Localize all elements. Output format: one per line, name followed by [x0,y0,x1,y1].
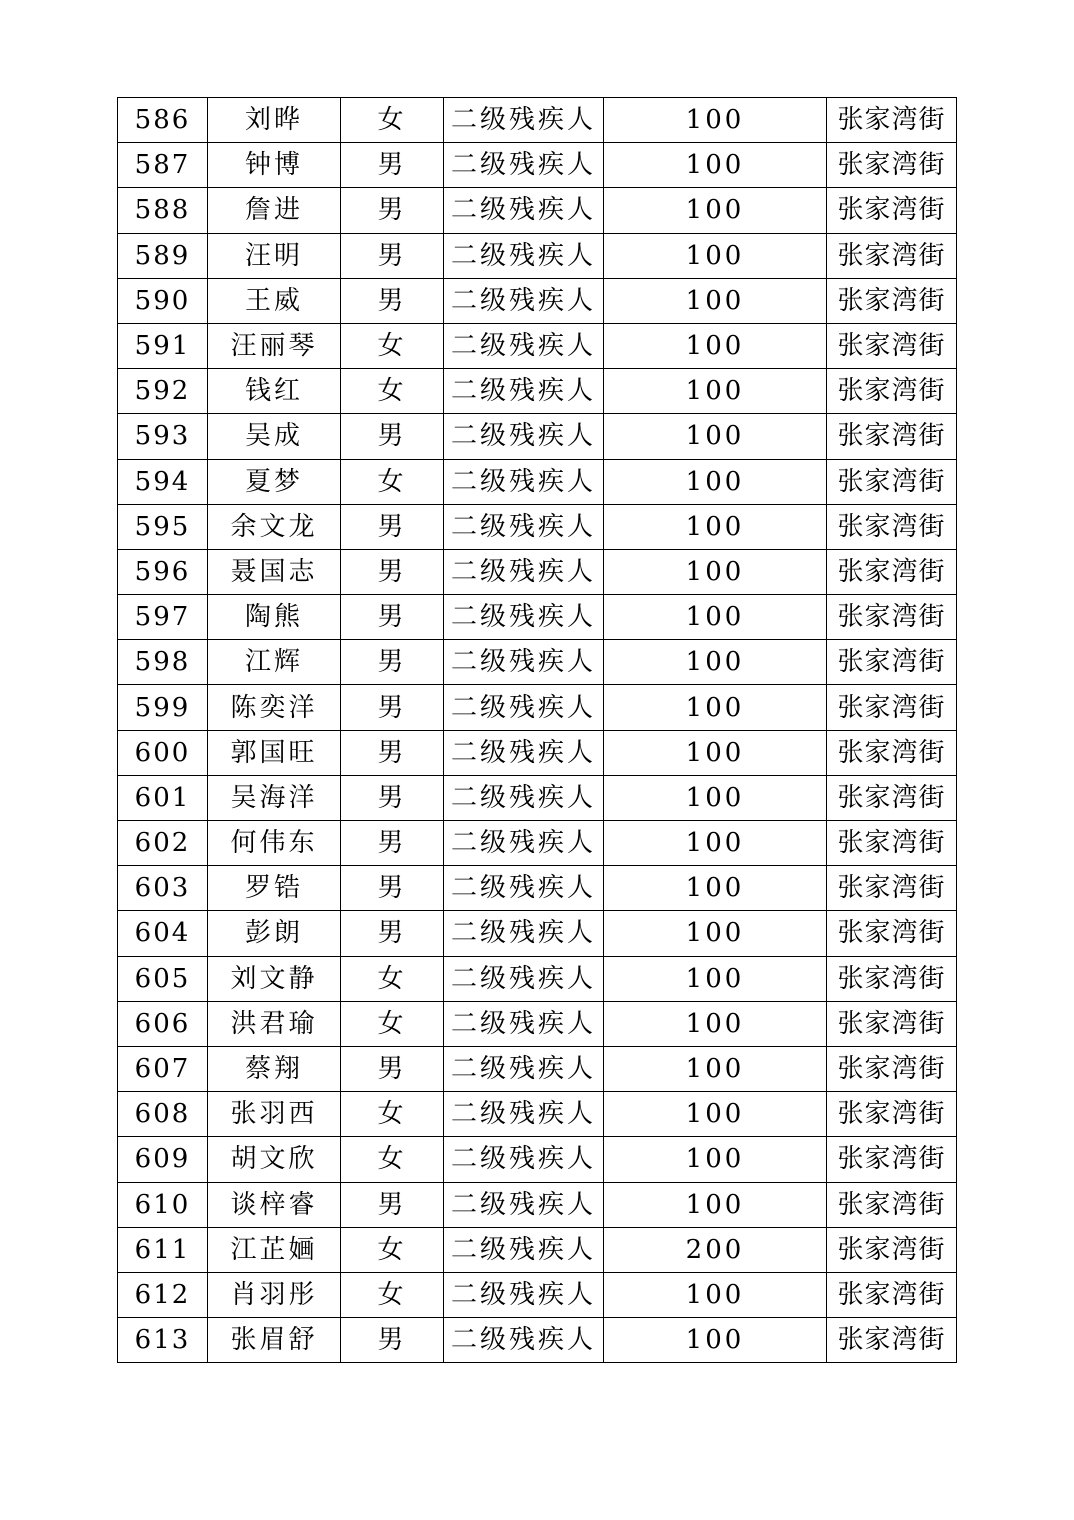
serial-number-cell: 613 [118,1318,208,1363]
disability-level-cell: 二级残疾人 [444,1092,604,1137]
disability-level-cell: 二级残疾人 [444,866,604,911]
amount-cell: 100 [604,1272,827,1317]
table-row [118,504,957,549]
name-cell: 张眉舒 [208,1318,341,1363]
street-cell: 张家湾街 [827,143,957,188]
street-cell: 张家湾街 [827,775,957,820]
street-cell: 张家湾街 [827,98,957,143]
disability-level-cell: 二级残疾人 [444,369,604,414]
name-cell: 蔡翔 [208,1046,341,1091]
serial-number-cell: 589 [118,233,208,278]
serial-number-cell: 611 [118,1227,208,1272]
table-row [118,1137,957,1182]
name-cell: 余文龙 [208,504,341,549]
name-cell: 陈奕洋 [208,685,341,730]
serial-number-cell: 594 [118,459,208,504]
disability-level-cell: 二级残疾人 [444,911,604,956]
gender-cell: 女 [341,956,444,1001]
table-row [118,640,957,685]
street-cell: 张家湾街 [827,640,957,685]
street-cell: 张家湾街 [827,866,957,911]
amount-cell: 100 [604,143,827,188]
street-cell: 张家湾街 [827,459,957,504]
street-cell: 张家湾街 [827,1046,957,1091]
amount-cell: 200 [604,1227,827,1272]
serial-number-cell: 597 [118,595,208,640]
serial-number-cell: 612 [118,1272,208,1317]
table-row [118,956,957,1001]
amount-cell: 100 [604,188,827,233]
name-cell: 刘文静 [208,956,341,1001]
street-cell: 张家湾街 [827,956,957,1001]
table-row [118,866,957,911]
name-cell: 钟博 [208,143,341,188]
street-cell: 张家湾街 [827,188,957,233]
disability-level-cell: 二级残疾人 [444,821,604,866]
table-row [118,549,957,594]
amount-cell: 100 [604,685,827,730]
street-cell: 张家湾街 [827,730,957,775]
disability-level-cell: 二级残疾人 [444,956,604,1001]
street-cell: 张家湾街 [827,1092,957,1137]
serial-number-cell: 592 [118,369,208,414]
table-row [118,911,957,956]
gender-cell: 男 [341,1046,444,1091]
disability-level-cell: 二级残疾人 [444,1001,604,1046]
gender-cell: 男 [341,233,444,278]
name-cell: 聂国志 [208,549,341,594]
amount-cell: 100 [604,1318,827,1363]
amount-cell: 100 [604,549,827,594]
gender-cell: 男 [341,188,444,233]
street-cell: 张家湾街 [827,1182,957,1227]
serial-number-cell: 609 [118,1137,208,1182]
gender-cell: 男 [341,595,444,640]
table-row [118,278,957,323]
gender-cell: 男 [341,866,444,911]
street-cell: 张家湾街 [827,911,957,956]
serial-number-cell: 588 [118,188,208,233]
amount-cell: 100 [604,640,827,685]
gender-cell: 男 [341,640,444,685]
table-row [118,595,957,640]
disability-level-cell: 二级残疾人 [444,1182,604,1227]
name-cell: 詹进 [208,188,341,233]
gender-cell: 女 [341,1092,444,1137]
disability-level-cell: 二级残疾人 [444,775,604,820]
recipient-table [117,97,957,1363]
table-row [118,1272,957,1317]
serial-number-cell: 604 [118,911,208,956]
gender-cell: 男 [341,1182,444,1227]
table-row [118,414,957,459]
gender-cell: 女 [341,1227,444,1272]
street-cell: 张家湾街 [827,1318,957,1363]
table-row [118,775,957,820]
table-row [118,1318,957,1363]
name-cell: 陶熊 [208,595,341,640]
amount-cell: 100 [604,1092,827,1137]
table-row [118,685,957,730]
amount-cell: 100 [604,459,827,504]
name-cell: 肖羽彤 [208,1272,341,1317]
amount-cell: 100 [604,1182,827,1227]
amount-cell: 100 [604,98,827,143]
gender-cell: 女 [341,459,444,504]
street-cell: 张家湾街 [827,504,957,549]
name-cell: 江芷婳 [208,1227,341,1272]
disability-level-cell: 二级残疾人 [444,1318,604,1363]
gender-cell: 男 [341,911,444,956]
disability-level-cell: 二级残疾人 [444,143,604,188]
table-row [118,1182,957,1227]
table-row [118,730,957,775]
name-cell: 张羽西 [208,1092,341,1137]
street-cell: 张家湾街 [827,549,957,594]
amount-cell: 100 [604,866,827,911]
amount-cell: 100 [604,956,827,1001]
amount-cell: 100 [604,1046,827,1091]
amount-cell: 100 [604,775,827,820]
serial-number-cell: 607 [118,1046,208,1091]
street-cell: 张家湾街 [827,1137,957,1182]
serial-number-cell: 590 [118,278,208,323]
serial-number-cell: 608 [118,1092,208,1137]
street-cell: 张家湾街 [827,1227,957,1272]
gender-cell: 男 [341,414,444,459]
serial-number-cell: 600 [118,730,208,775]
serial-number-cell: 587 [118,143,208,188]
gender-cell: 男 [341,504,444,549]
name-cell: 汪明 [208,233,341,278]
disability-level-cell: 二级残疾人 [444,98,604,143]
street-cell: 张家湾街 [827,414,957,459]
gender-cell: 男 [341,278,444,323]
amount-cell: 100 [604,595,827,640]
amount-cell: 100 [604,504,827,549]
amount-cell: 100 [604,911,827,956]
serial-number-cell: 595 [118,504,208,549]
table-body [118,98,957,1363]
amount-cell: 100 [604,278,827,323]
gender-cell: 女 [341,323,444,368]
name-cell: 胡文欣 [208,1137,341,1182]
name-cell: 罗锆 [208,866,341,911]
name-cell: 洪君瑜 [208,1001,341,1046]
gender-cell: 男 [341,143,444,188]
serial-number-cell: 605 [118,956,208,1001]
name-cell: 吴成 [208,414,341,459]
name-cell: 谈梓睿 [208,1182,341,1227]
disability-level-cell: 二级残疾人 [444,278,604,323]
table-row [118,459,957,504]
name-cell: 刘晔 [208,98,341,143]
gender-cell: 男 [341,1318,444,1363]
table-row [118,821,957,866]
street-cell: 张家湾街 [827,1272,957,1317]
disability-level-cell: 二级残疾人 [444,1137,604,1182]
disability-level-cell: 二级残疾人 [444,188,604,233]
disability-level-cell: 二级残疾人 [444,233,604,278]
table-row [118,143,957,188]
name-cell: 夏梦 [208,459,341,504]
street-cell: 张家湾街 [827,685,957,730]
gender-cell: 女 [341,98,444,143]
gender-cell: 男 [341,549,444,594]
disability-level-cell: 二级残疾人 [444,549,604,594]
name-cell: 吴海洋 [208,775,341,820]
name-cell: 郭国旺 [208,730,341,775]
table-row [118,1227,957,1272]
name-cell: 汪丽琴 [208,323,341,368]
name-cell: 何伟东 [208,821,341,866]
serial-number-cell: 606 [118,1001,208,1046]
amount-cell: 100 [604,323,827,368]
street-cell: 张家湾街 [827,1001,957,1046]
amount-cell: 100 [604,233,827,278]
serial-number-cell: 586 [118,98,208,143]
table-row [118,369,957,414]
disability-level-cell: 二级残疾人 [444,1227,604,1272]
disability-level-cell: 二级残疾人 [444,323,604,368]
name-cell: 王威 [208,278,341,323]
disability-level-cell: 二级残疾人 [444,685,604,730]
table-row [118,323,957,368]
table-row [118,1092,957,1137]
disability-level-cell: 二级残疾人 [444,640,604,685]
street-cell: 张家湾街 [827,323,957,368]
gender-cell: 男 [341,685,444,730]
table-row [118,188,957,233]
street-cell: 张家湾街 [827,233,957,278]
serial-number-cell: 593 [118,414,208,459]
amount-cell: 100 [604,821,827,866]
disability-level-cell: 二级残疾人 [444,459,604,504]
serial-number-cell: 599 [118,685,208,730]
table-row [118,1001,957,1046]
table-row [118,233,957,278]
name-cell: 彭朗 [208,911,341,956]
serial-number-cell: 610 [118,1182,208,1227]
disability-level-cell: 二级残疾人 [444,1046,604,1091]
amount-cell: 100 [604,414,827,459]
serial-number-cell: 596 [118,549,208,594]
table-row [118,1046,957,1091]
serial-number-cell: 602 [118,821,208,866]
name-cell: 江辉 [208,640,341,685]
serial-number-cell: 601 [118,775,208,820]
disability-level-cell: 二级残疾人 [444,1272,604,1317]
disability-level-cell: 二级残疾人 [444,414,604,459]
name-cell: 钱红 [208,369,341,414]
gender-cell: 男 [341,775,444,820]
street-cell: 张家湾街 [827,278,957,323]
amount-cell: 100 [604,1137,827,1182]
gender-cell: 女 [341,1272,444,1317]
serial-number-cell: 591 [118,323,208,368]
gender-cell: 女 [341,1001,444,1046]
disability-level-cell: 二级残疾人 [444,595,604,640]
gender-cell: 女 [341,1137,444,1182]
amount-cell: 100 [604,369,827,414]
street-cell: 张家湾街 [827,821,957,866]
gender-cell: 女 [341,369,444,414]
disability-level-cell: 二级残疾人 [444,730,604,775]
serial-number-cell: 603 [118,866,208,911]
gender-cell: 男 [341,730,444,775]
gender-cell: 男 [341,821,444,866]
disability-level-cell: 二级残疾人 [444,504,604,549]
street-cell: 张家湾街 [827,595,957,640]
serial-number-cell: 598 [118,640,208,685]
amount-cell: 100 [604,730,827,775]
table-row [118,98,957,143]
amount-cell: 100 [604,1001,827,1046]
street-cell: 张家湾街 [827,369,957,414]
